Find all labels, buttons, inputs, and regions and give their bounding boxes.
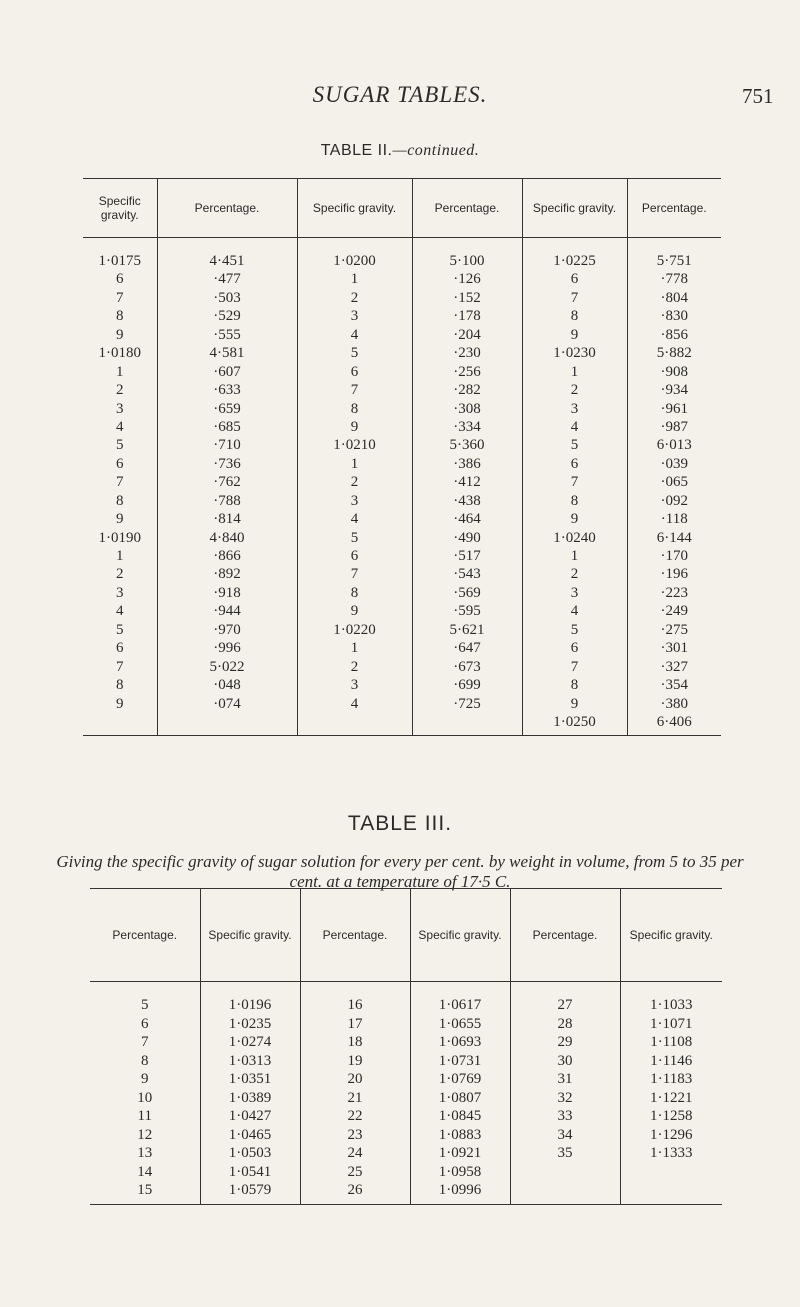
table-cell: 1·1033 (650, 997, 693, 1013)
table-cell: ·543 (453, 566, 481, 583)
table-cell: 31 (557, 1071, 573, 1087)
table-cell: ·464 (453, 511, 481, 528)
column-cells (510, 982, 620, 1205)
table-cell: 1·1183 (650, 1071, 693, 1087)
table-cell: 2 (116, 382, 124, 399)
table-cell: 4 (570, 418, 579, 435)
table-cell: 2 (116, 566, 124, 583)
column-cells (200, 982, 300, 1205)
table-cell: 5 (116, 437, 124, 454)
table-cell: 1·0225 (553, 253, 596, 269)
table-cell: 6 (570, 271, 579, 288)
table-cell: 26 (347, 1182, 363, 1198)
table-cell: ·438 (453, 492, 481, 509)
table-cell: 9 (350, 603, 359, 620)
table-cell: 1 (350, 640, 359, 657)
table-cell: 17 (347, 1015, 363, 1032)
table-cell: 35 (557, 1145, 573, 1161)
table-cell: ·282 (453, 382, 481, 399)
table-cell: 6 (141, 1015, 149, 1032)
table-cell: 24 (347, 1145, 363, 1161)
table-cell: ·569 (453, 584, 481, 601)
table-cell: 3 (116, 400, 124, 417)
column-cells (522, 238, 627, 736)
table-cell: ·178 (453, 308, 481, 325)
table-cell: 5·360 (449, 437, 485, 454)
column-cells (297, 238, 412, 736)
table-cell: 1 (350, 455, 359, 472)
table-cell: 8 (350, 584, 359, 601)
table-cell: 4 (116, 418, 124, 435)
table-cell: ·529 (213, 308, 241, 325)
table-cell: 1·0845 (438, 1108, 482, 1124)
table-cell: 1·1296 (650, 1126, 693, 1143)
table-cell: ·204 (453, 326, 481, 343)
table-cell: ·074 (213, 695, 241, 712)
table-cell: ·223 (660, 584, 688, 601)
column-header: Percentage. (300, 889, 410, 982)
table-cell: ·249 (660, 603, 688, 620)
table-cell: 5·621 (449, 621, 485, 638)
table-cell: 4 (570, 603, 579, 620)
table-cell: 1·0921 (438, 1145, 482, 1161)
table-cell: 9 (116, 511, 124, 528)
table-cell: 6 (570, 640, 579, 657)
table-cell: ·490 (453, 529, 481, 546)
table-cell: ·607 (213, 363, 241, 380)
table-cell: ·866 (213, 548, 241, 564)
table-cell: 1·0274 (228, 1034, 272, 1050)
table-2-title-suffix: —continued. (392, 142, 480, 159)
table-cell: ·788 (213, 492, 241, 509)
table-cell: 6·013 (656, 437, 692, 454)
table-cell: 9 (116, 695, 124, 712)
table-2 (83, 178, 721, 736)
table-cell: 4 (350, 695, 359, 712)
table-cell: 7 (570, 658, 579, 675)
table-cell: ·804 (660, 289, 688, 306)
table-cell: 1·0503 (228, 1145, 272, 1161)
table-cell: 1·0313 (228, 1052, 272, 1069)
table-cell: 1·0579 (228, 1182, 272, 1198)
column-cells (410, 982, 510, 1205)
table-cell: 5 (570, 621, 579, 638)
column-header: Specific gravity. (83, 179, 157, 238)
column-cells (412, 238, 522, 736)
column-cells (157, 238, 297, 736)
table-cell: 1·0235 (228, 1015, 272, 1032)
table-cell: 6 (116, 271, 124, 288)
table-cell: 22 (347, 1108, 363, 1124)
table-cell: ·152 (453, 289, 481, 306)
table-cell: 5·022 (209, 658, 245, 675)
table-cell: 13 (137, 1145, 153, 1161)
table-cell: ·039 (660, 455, 688, 472)
table-cell: 4·581 (209, 345, 245, 362)
table-cell: ·301 (660, 640, 688, 657)
table-2-body-row (83, 238, 721, 736)
table-cell: 5 (350, 529, 359, 546)
table-cell: 32 (557, 1089, 573, 1106)
table-cell: 5 (116, 621, 124, 638)
table-cell: 7 (141, 1034, 149, 1050)
table-cell: 9 (116, 326, 124, 343)
table-cell: ·736 (213, 455, 241, 472)
table-cell: 4·840 (209, 529, 245, 546)
table-cell: 6·144 (656, 529, 692, 546)
table-cell: 5·751 (656, 253, 692, 269)
table-cell: 3 (350, 308, 359, 325)
table-cell: 1·1071 (650, 1015, 693, 1032)
table-cell: 1·0996 (438, 1182, 482, 1198)
table-cell: ·048 (213, 677, 241, 694)
table-cell: 8 (116, 492, 124, 509)
table-cell: ·908 (660, 363, 688, 380)
page-number: 751 (742, 84, 774, 108)
table-cell: 7 (116, 289, 124, 306)
table-cell: 3 (350, 677, 359, 694)
table-3-body-row (90, 982, 722, 1205)
table-cell: 27 (557, 997, 573, 1013)
table-cell: ·699 (453, 677, 481, 694)
table-cell: ·256 (453, 363, 481, 380)
table-2-header-row (83, 179, 721, 238)
table-cell: 5 (350, 345, 359, 362)
table-cell: 7 (116, 474, 124, 491)
table-cell: 19 (347, 1052, 363, 1069)
table-cell: 9 (570, 511, 579, 528)
table-cell: 1 (350, 271, 359, 288)
table-cell: 1 (570, 548, 579, 564)
table-cell: 1·0655 (438, 1015, 482, 1032)
table-3-header-row (90, 889, 722, 982)
table-cell: ·380 (660, 695, 688, 712)
table-cell: 1·0196 (228, 997, 272, 1013)
column-cells (300, 982, 410, 1205)
table-cell: 1·0230 (553, 345, 596, 362)
table-cell: ·944 (213, 603, 241, 620)
table-3-title: TABLE III. (347, 812, 453, 835)
table-cell: ·647 (453, 640, 481, 657)
table-cell: 5 (141, 997, 149, 1013)
table-cell: 1·0351 (228, 1071, 272, 1087)
table-cell: 2 (350, 658, 359, 675)
table-cell: ·673 (453, 658, 481, 675)
table-cell: 5·882 (656, 345, 692, 362)
table-cell: 6 (350, 548, 359, 564)
table-cell: 9 (570, 695, 579, 712)
table-cell: 8 (116, 308, 124, 325)
table-cell: ·092 (660, 492, 688, 509)
column-header: Specific gravity. (522, 179, 627, 238)
table-cell: 9 (350, 418, 359, 435)
table-cell: ·334 (453, 418, 481, 435)
table-cell: ·412 (453, 474, 481, 491)
table-cell: 1·0731 (438, 1052, 482, 1069)
column-header: Specific gravity. (200, 889, 300, 982)
table-cell: 34 (557, 1126, 573, 1143)
table-cell: ·170 (660, 548, 688, 564)
table-cell: ·327 (660, 658, 688, 675)
column-header: Percentage. (412, 179, 522, 238)
column-header: Percentage. (157, 179, 297, 238)
column-cells (90, 982, 200, 1205)
table-cell: ·126 (453, 271, 481, 288)
table-cell: 8 (116, 677, 124, 694)
table-cell: 1·0465 (228, 1126, 272, 1143)
column-header: Percentage. (510, 889, 620, 982)
table-cell: 11 (137, 1108, 152, 1124)
table-cell: ·477 (213, 271, 241, 288)
table-cell: 6 (116, 455, 124, 472)
table-cell: ·830 (660, 308, 688, 325)
table-cell: 1 (116, 363, 124, 380)
table-cell: 4·451 (209, 253, 245, 269)
table-cell: 18 (347, 1034, 363, 1050)
table-cell: 1·1333 (650, 1145, 693, 1161)
table-cell: 33 (557, 1108, 573, 1124)
table-cell: 7 (116, 658, 124, 675)
table-cell: 1 (570, 363, 579, 380)
table-cell: ·308 (453, 400, 481, 417)
table-cell: 1·0958 (438, 1163, 482, 1180)
table-cell: 9 (570, 326, 579, 343)
table-cell: 4 (116, 603, 124, 620)
table-cell: ·275 (660, 621, 688, 638)
table-cell: 1·0541 (228, 1163, 272, 1180)
column-header: Specific gravity. (620, 889, 722, 982)
table-cell: 29 (557, 1034, 573, 1050)
table-cell: ·996 (213, 640, 241, 657)
table-cell: ·934 (660, 382, 688, 399)
table-cell: 1·0807 (438, 1089, 482, 1106)
table-cell: 1·1146 (650, 1052, 693, 1069)
table-cell: 12 (137, 1126, 153, 1143)
table-cell: 8 (350, 400, 359, 417)
table-cell: ·065 (660, 474, 688, 491)
table-cell: ·354 (660, 677, 688, 694)
table-cell: 25 (347, 1163, 363, 1180)
table-cell: ·778 (660, 271, 688, 288)
table-cell: 1 (116, 548, 124, 564)
table-cell: 1·0240 (553, 529, 596, 546)
table-cell: 8 (141, 1052, 149, 1069)
table-cell: 3 (570, 400, 579, 417)
table-cell: 4 (350, 326, 359, 343)
table-cell: ·517 (453, 548, 481, 564)
table-cell: 1·0427 (228, 1108, 272, 1124)
table-cell: 1·0175 (98, 253, 141, 269)
table-cell: 16 (347, 997, 363, 1013)
column-cells (620, 982, 722, 1205)
table-cell: ·555 (213, 326, 241, 343)
table-cell: 1·0769 (438, 1071, 482, 1087)
running-header-title: SUGAR TABLES. (312, 82, 488, 107)
table-cell: 1·0883 (438, 1126, 482, 1143)
table-cell: 5 (570, 437, 579, 454)
column-header: Specific gravity. (297, 179, 412, 238)
table-cell: 1·0190 (98, 529, 141, 546)
table-cell: 30 (557, 1052, 573, 1069)
column-header: Percentage. (90, 889, 200, 982)
table-cell: 20 (347, 1071, 363, 1087)
table-cell: 2 (570, 566, 579, 583)
table-cell: 1·0693 (438, 1034, 482, 1050)
table-cell: 1·0210 (333, 437, 376, 454)
table-cell: 8 (570, 677, 579, 694)
table-cell: ·386 (453, 455, 481, 472)
table-cell: 6 (116, 640, 124, 657)
table-cell: ·685 (213, 418, 241, 435)
table-cell: 3 (570, 584, 579, 601)
table-cell: ·856 (660, 326, 688, 343)
table-cell: 1·0617 (438, 997, 482, 1013)
table-cell: 1·0250 (553, 713, 596, 730)
table-cell: 1·0180 (98, 345, 141, 362)
table-cell: 1·1258 (650, 1108, 693, 1124)
table-cell: ·595 (453, 603, 481, 620)
table-cell: ·961 (660, 400, 688, 417)
table-cell: ·118 (660, 511, 688, 528)
table-cell: 28 (557, 1015, 573, 1032)
table-cell: ·987 (660, 418, 688, 435)
table-cell: 8 (570, 308, 579, 325)
table-cell: 7 (350, 566, 359, 583)
table-cell: ·633 (213, 382, 241, 399)
table-cell: 5·100 (449, 253, 485, 269)
table-2-title (0, 142, 800, 160)
table-cell: 2 (570, 382, 579, 399)
table-cell: 23 (347, 1126, 363, 1143)
table-cell: ·659 (213, 400, 241, 417)
table-cell: ·762 (213, 474, 241, 491)
table-cell: 1·1108 (650, 1034, 693, 1050)
column-header: Percentage. (627, 179, 721, 238)
table-cell: ·503 (213, 289, 241, 306)
column-cells (83, 238, 157, 736)
table-cell: 7 (350, 382, 359, 399)
table-cell: 3 (116, 584, 124, 601)
table-cell: ·196 (660, 566, 688, 583)
table-cell: 3 (350, 492, 359, 509)
table-cell: 10 (137, 1089, 153, 1106)
table-cell: 6 (350, 363, 359, 380)
column-cells (627, 238, 721, 736)
column-header: Specific gravity. (410, 889, 510, 982)
table-cell: 7 (570, 474, 579, 491)
table-cell: ·970 (213, 621, 241, 638)
table-cell: 15 (137, 1182, 153, 1198)
table-cell: 21 (347, 1089, 363, 1106)
table-cell: ·725 (453, 695, 481, 712)
table-cell: 8 (570, 492, 579, 509)
table-cell: 4 (350, 511, 359, 528)
table-cell: ·814 (213, 511, 241, 528)
table-3 (90, 888, 722, 1205)
table-cell: 9 (141, 1071, 149, 1087)
table-cell: 6 (570, 455, 579, 472)
table-cell: ·918 (213, 584, 241, 601)
table-2-title-text: TABLE II. (320, 142, 393, 159)
table-cell: 14 (137, 1163, 153, 1180)
table-cell: 1·0389 (228, 1089, 272, 1106)
table-cell: 2 (350, 289, 359, 306)
table-cell: 2 (350, 474, 359, 491)
table-cell: 1·0200 (333, 253, 376, 269)
table-cell: 1·1221 (650, 1089, 693, 1106)
table-cell: 1·0220 (333, 621, 376, 638)
table-cell: ·710 (213, 437, 241, 454)
table-cell: 6·406 (656, 713, 692, 730)
table-cell: ·230 (453, 345, 481, 362)
table-3-caption: Giving the specific gravity of sugar solution for every per cent. by weight in volume, from 5 to 35 per cent. at a temperature of 17·5 C. (56, 852, 744, 891)
table-cell: ·892 (213, 566, 241, 583)
table-cell: 7 (570, 289, 579, 306)
